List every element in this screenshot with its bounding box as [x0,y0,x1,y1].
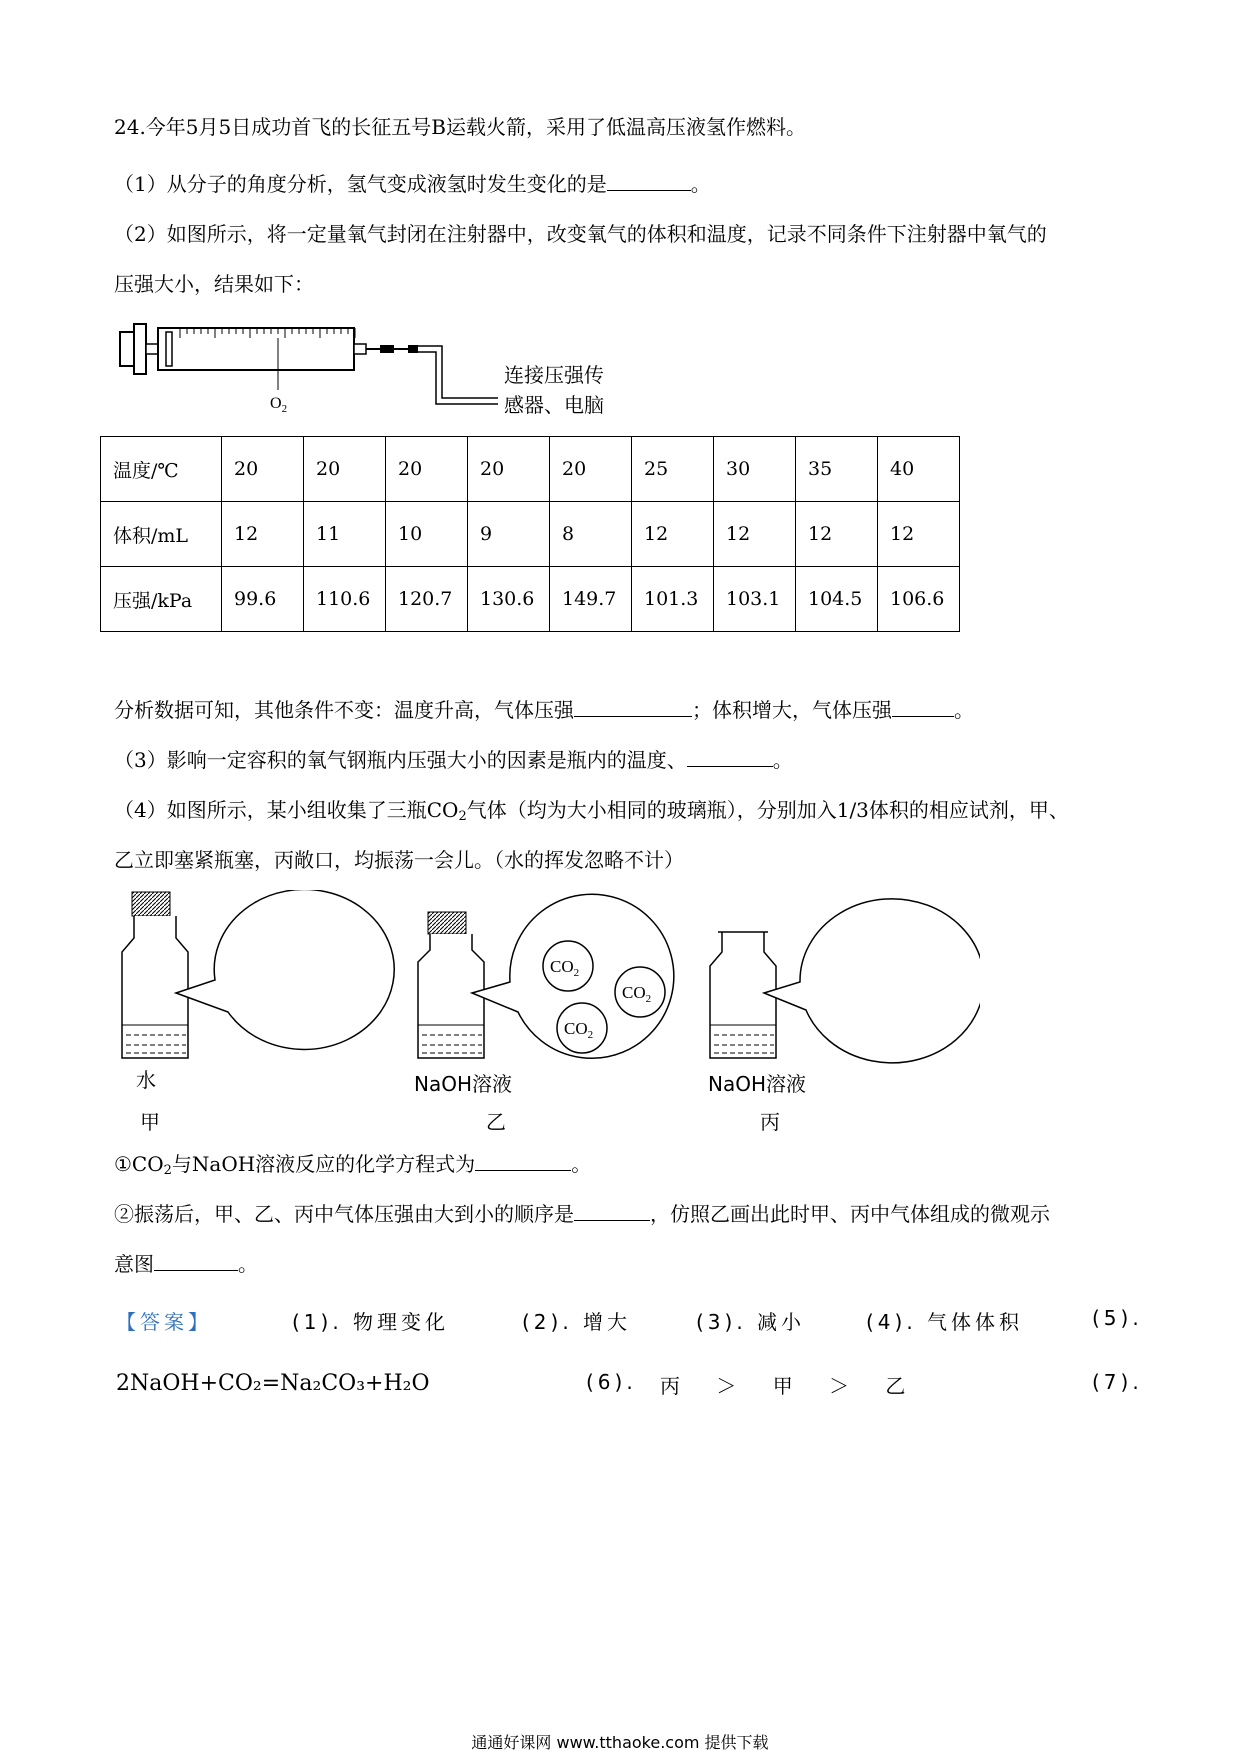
subquestion-2-line1 [114,1200,1050,1228]
answer-blank[interactable] [607,170,691,191]
q2-text-c: 意图 [114,1252,154,1276]
bottle-jia [122,890,394,1058]
co2-label: $CO_2$ [550,957,580,979]
answer-blank[interactable] [475,1150,571,1171]
bottles-diagram [100,890,980,1080]
stopper-jia [132,892,170,916]
q2-text-b: ，仿照乙画出此时甲、丙中气体组成的微观示 [650,1202,1050,1226]
tube-clamp-2 [408,345,418,353]
stopper-yi [428,912,466,934]
answer-5-label: (5). [1092,1306,1143,1330]
row-header: 压强/kPa [101,567,222,632]
answer-blank[interactable] [687,746,773,767]
period: 。 [772,748,793,772]
plunger-flange [134,324,146,374]
bottle-label-jia: 甲 [140,1110,160,1134]
table-row [101,502,960,567]
answer-2: (2). 增大 [522,1310,632,1334]
table-row [101,437,960,502]
q2-text-a: ②振荡后，甲、乙、丙中气体压强由大到小的顺序是 [114,1202,574,1226]
period: 。 [690,172,711,196]
table-cell: 30 [714,437,796,502]
table-cell: 20 [468,437,550,502]
bottle-body-jia [122,916,188,1058]
table-cell: 120.7 [386,567,468,632]
answer-blank[interactable] [574,1200,650,1221]
part1 [114,170,711,198]
reagent-yi: NaOH溶液 [414,1072,512,1096]
plunger-head [166,332,172,366]
analysis-text-a: 分析数据可知，其他条件不变：温度升高，气体压强 [114,698,574,722]
bottle-yi [418,894,674,1058]
table-cell: 130.6 [468,567,550,632]
row-header: 温度/℃ [101,437,222,502]
sensor-label-2: 感器、电脑 [504,393,604,417]
answer-blank[interactable] [154,1250,238,1271]
table-cell: 99.6 [222,567,304,632]
answer-6-label: (6). [586,1370,637,1394]
table-cell: 104.5 [796,567,878,632]
table-cell: 12 [878,502,960,567]
sensor-label-1: 连接压强传 [504,363,604,387]
table-cell: 106.6 [878,567,960,632]
answer-label: 【答案】 [116,1310,212,1334]
connecting-tube [418,346,498,404]
table-cell: 12 [714,502,796,567]
table-cell: 101.3 [632,567,714,632]
part4-text-a: （4）如图所示，某小组收集了三瓶CO [114,798,459,822]
chemical-equation: 2NaOH+CO₂=Na₂CO₃+H₂O [116,1371,430,1396]
analysis [114,696,974,724]
part4-line2: 乙立即塞紧瓶塞，丙敞口，均振荡一会儿。（水的挥发忽略不计） [114,848,684,872]
table-cell: 103.1 [714,567,796,632]
question-intro: 24.今年5月5日成功首飞的长征五号B运载火箭，采用了低温高压液氢作燃料。 [114,115,806,139]
table-cell: 11 [304,502,386,567]
answer-3: (3). 减小 [696,1310,806,1334]
answer-blank[interactable] [892,696,954,717]
part3 [114,746,793,774]
answer-7-label: (7). [1092,1370,1143,1394]
period: 。 [238,1252,258,1276]
table-cell: 20 [222,437,304,502]
tube-clamp [380,345,394,353]
period: 。 [571,1152,592,1176]
bottle-body-yi [418,934,484,1058]
table-cell: 9 [468,502,550,567]
q1-text-b: 与NaOH溶液反应的化学方程式为 [171,1152,476,1176]
bottle-body-bing [710,932,776,1058]
syringe-tip [354,344,366,354]
subquestion-2-line2 [114,1250,258,1278]
syringe-barrel [158,328,354,370]
analysis-text-b: ；体积增大，气体压强 [692,698,892,722]
part4-text-b: 气体（均为大小相同的玻璃瓶），分别加入1/3体积的相应试剂，甲、 [466,798,1069,822]
table-cell: 12 [632,502,714,567]
reagent-jia: 水 [136,1068,156,1092]
table-cell: 149.7 [550,567,632,632]
subquestion-1 [114,1150,591,1185]
q1-text-a: ①CO [114,1152,164,1176]
part4-line1 [114,796,1069,831]
speech-bubble-jia [176,890,394,1049]
table-cell: 12 [222,502,304,567]
answer-6: 丙 ＞ 甲 ＞ 乙 [660,1374,910,1398]
part3-text: （3）影响一定容积的氧气钢瓶内压强大小的因素是瓶内的温度、 [114,748,687,772]
table-cell: 20 [550,437,632,502]
table-cell: 20 [386,437,468,502]
answer-4: (4). 气体体积 [866,1310,1024,1334]
part1-text: （1）从分子的角度分析，氢气变成液氢时发生变化的是 [114,172,607,196]
table-cell: 35 [796,437,878,502]
period: 。 [954,698,974,722]
footer: 通通好课网 www.tthaoke.com 提供下载 [471,1733,769,1752]
co2-label: $CO_2$ [622,983,652,1005]
answer-1: (1). 物理变化 [292,1310,450,1334]
part2-line2: 压强大小，结果如下： [114,272,314,296]
table-cell: 10 [386,502,468,567]
reagent-bing: NaOH溶液 [708,1072,806,1096]
plunger-end [120,332,134,366]
gas-label: $O_2$ [270,395,288,415]
table-cell: 20 [304,437,386,502]
table-cell: 12 [796,502,878,567]
syringe-diagram [118,318,638,428]
bottle-label-yi: 乙 [486,1110,506,1134]
pressure-table [100,436,960,632]
answer-blank[interactable] [574,696,692,717]
bottle-label-bing: 丙 [760,1110,780,1134]
table-cell: 25 [632,437,714,502]
table-cell: 110.6 [304,567,386,632]
co2-label: $CO_2$ [564,1019,594,1041]
table-cell: 8 [550,502,632,567]
speech-bubble-bing [764,899,980,1063]
bottle-bing [710,899,980,1063]
table-row [101,567,960,632]
subscript: 2 [163,1163,172,1178]
row-header: 体积/mL [101,502,222,567]
part2-line1: （2）如图所示，将一定量氧气封闭在注射器中，改变氧气的体积和温度，记录不同条件下注射器中氧气的 [114,222,1047,246]
table-cell: 40 [878,437,960,502]
subscript: 2 [458,809,467,824]
